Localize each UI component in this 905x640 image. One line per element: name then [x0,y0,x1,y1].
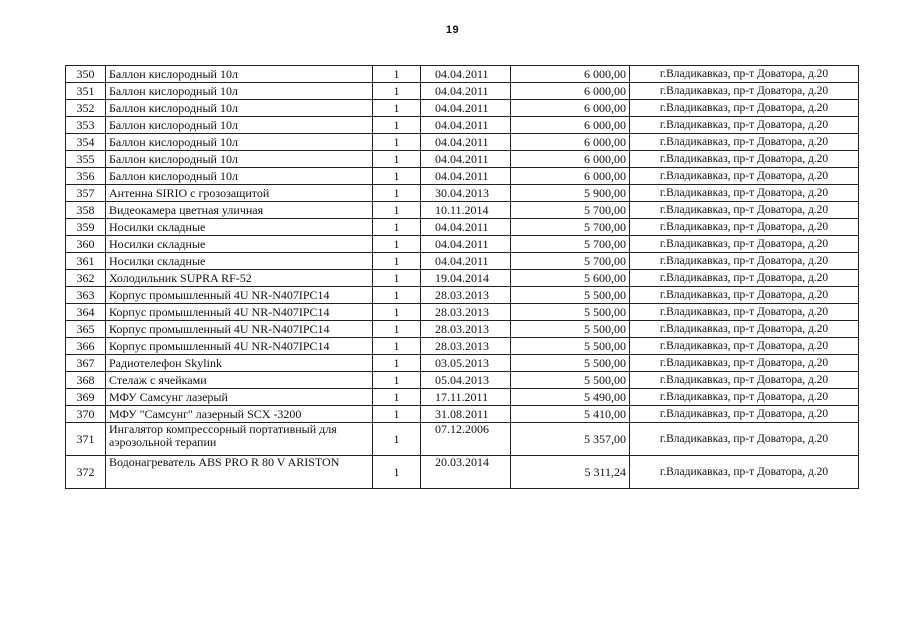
price-cell: 5 357,00 [511,423,630,456]
quantity-cell: 1 [373,134,421,151]
item-name-cell: Баллон кислородный 10л [106,100,373,117]
acquisition-date-cell: 04.04.2011 [421,66,511,83]
quantity-cell: 1 [373,66,421,83]
item-name-cell: Носилки складные [106,236,373,253]
item-name-cell: Холодильник SUPRA RF-52 [106,270,373,287]
table-row [66,423,859,456]
table-row [66,287,859,304]
item-name-cell: Радиотелефон Skylink [106,355,373,372]
quantity-cell: 1 [373,406,421,423]
address-cell: г.Владикавказ, пр-т Доватора, д.20 [630,389,859,406]
item-name-cell: МФУ Самсунг лазерый [106,389,373,406]
price-cell: 5 500,00 [511,355,630,372]
price-cell: 5 410,00 [511,406,630,423]
item-name-cell: Видеокамера цветная уличная [106,202,373,219]
table-row [66,456,859,489]
price-cell: 5 500,00 [511,372,630,389]
item-name-cell: Баллон кислородный 10л [106,66,373,83]
price-cell: 5 700,00 [511,253,630,270]
acquisition-date-cell: 28.03.2013 [421,338,511,355]
price-cell: 6 000,00 [511,168,630,185]
row-number-cell: 358 [66,202,106,219]
item-name-cell: Носилки складные [106,219,373,236]
table-row [66,389,859,406]
item-name-cell: МФУ "Самсунг" лазерный SCX -3200 [106,406,373,423]
table-row [66,219,859,236]
address-cell: г.Владикавказ, пр-т Доватора, д.20 [630,83,859,100]
acquisition-date-cell: 19.04.2014 [421,270,511,287]
price-cell: 5 700,00 [511,202,630,219]
price-cell: 6 000,00 [511,100,630,117]
row-number-cell: 365 [66,321,106,338]
address-cell: г.Владикавказ, пр-т Доватора, д.20 [630,338,859,355]
row-number-cell: 353 [66,117,106,134]
acquisition-date-cell: 03.05.2013 [421,355,511,372]
item-name-cell: Баллон кислородный 10л [106,83,373,100]
address-cell: г.Владикавказ, пр-т Доватора, д.20 [630,134,859,151]
price-cell: 5 500,00 [511,338,630,355]
row-number-cell: 361 [66,253,106,270]
table-row [66,66,859,83]
acquisition-date-cell: 04.04.2011 [421,236,511,253]
row-number-cell: 350 [66,66,106,83]
item-name-cell: Баллон кислородный 10л [106,117,373,134]
row-number-cell: 356 [66,168,106,185]
row-number-cell: 368 [66,372,106,389]
table-row [66,134,859,151]
acquisition-date-cell: 04.04.2011 [421,253,511,270]
address-cell: г.Владикавказ, пр-т Доватора, д.20 [630,423,859,456]
acquisition-date-cell: 28.03.2013 [421,287,511,304]
address-cell: г.Владикавказ, пр-т Доватора, д.20 [630,406,859,423]
table-row [66,185,859,202]
item-name-cell: Водонагреватель ABS PRO R 80 V ARISTON [106,456,373,489]
price-cell: 6 000,00 [511,66,630,83]
address-cell: г.Владикавказ, пр-т Доватора, д.20 [630,66,859,83]
price-cell: 5 490,00 [511,389,630,406]
address-cell: г.Владикавказ, пр-т Доватора, д.20 [630,456,859,489]
quantity-cell: 1 [373,185,421,202]
quantity-cell: 1 [373,151,421,168]
price-cell: 5 500,00 [511,304,630,321]
acquisition-date-cell: 04.04.2011 [421,117,511,134]
address-cell: г.Владикавказ, пр-т Доватора, д.20 [630,117,859,134]
price-cell: 6 000,00 [511,134,630,151]
acquisition-date-cell: 28.03.2013 [421,321,511,338]
acquisition-date-cell: 04.04.2011 [421,100,511,117]
item-name-cell: Антенна SIRIO с грозозащитой [106,185,373,202]
address-cell: г.Владикавказ, пр-т Доватора, д.20 [630,168,859,185]
acquisition-date-cell: 04.04.2011 [421,83,511,100]
table-row [66,83,859,100]
quantity-cell: 1 [373,117,421,134]
price-cell: 5 600,00 [511,270,630,287]
quantity-cell: 1 [373,202,421,219]
inventory-table [65,65,859,489]
table-row [66,406,859,423]
table-row [66,253,859,270]
item-name-cell: Стелаж с ячейками [106,372,373,389]
quantity-cell: 1 [373,321,421,338]
price-cell: 5 700,00 [511,236,630,253]
item-name-cell: Баллон кислородный 10л [106,134,373,151]
table-row [66,100,859,117]
item-name-cell: Носилки складные [106,253,373,270]
item-name-cell: Баллон кислородный 10л [106,151,373,168]
inventory-table-body [66,66,859,489]
acquisition-date-cell: 04.04.2011 [421,151,511,168]
row-number-cell: 351 [66,83,106,100]
quantity-cell: 1 [373,355,421,372]
table-row [66,236,859,253]
quantity-cell: 1 [373,100,421,117]
acquisition-date-cell: 31.08.2011 [421,406,511,423]
address-cell: г.Владикавказ, пр-т Доватора, д.20 [630,355,859,372]
row-number-cell: 355 [66,151,106,168]
address-cell: г.Владикавказ, пр-т Доватора, д.20 [630,372,859,389]
acquisition-date-cell: 04.04.2011 [421,134,511,151]
address-cell: г.Владикавказ, пр-т Доватора, д.20 [630,270,859,287]
quantity-cell: 1 [373,168,421,185]
row-number-cell: 366 [66,338,106,355]
table-row [66,372,859,389]
quantity-cell: 1 [373,219,421,236]
acquisition-date-cell: 17.11.2011 [421,389,511,406]
row-number-cell: 352 [66,100,106,117]
address-cell: г.Владикавказ, пр-т Доватора, д.20 [630,253,859,270]
row-number-cell: 362 [66,270,106,287]
acquisition-date-cell: 05.04.2013 [421,372,511,389]
price-cell: 5 500,00 [511,287,630,304]
quantity-cell: 1 [373,304,421,321]
address-cell: г.Владикавказ, пр-т Доватора, д.20 [630,100,859,117]
address-cell: г.Владикавказ, пр-т Доватора, д.20 [630,185,859,202]
row-number-cell: 371 [66,423,106,456]
quantity-cell: 1 [373,389,421,406]
item-name-cell: Корпус промышленный 4U NR-N407IPC14 [106,321,373,338]
price-cell: 5 700,00 [511,219,630,236]
table-row [66,270,859,287]
table-row [66,117,859,134]
item-name-cell: Баллон кислородный 10л [106,168,373,185]
price-cell: 6 000,00 [511,151,630,168]
table-row [66,304,859,321]
row-number-cell: 367 [66,355,106,372]
item-name-cell: Корпус промышленный 4U NR-N407IPC14 [106,287,373,304]
quantity-cell: 1 [373,338,421,355]
acquisition-date-cell: 20.03.2014 [421,456,511,489]
table-row [66,321,859,338]
item-name-cell: Ингалятор компрессорный портативный для аэрозольной терапии [106,423,373,456]
acquisition-date-cell: 07.12.2006 [421,423,511,456]
table-row [66,338,859,355]
acquisition-date-cell: 04.04.2011 [421,219,511,236]
address-cell: г.Владикавказ, пр-т Доватора, д.20 [630,236,859,253]
row-number-cell: 357 [66,185,106,202]
table-row [66,151,859,168]
row-number-cell: 354 [66,134,106,151]
item-name-cell: Корпус промышленный 4U NR-N407IPC14 [106,338,373,355]
price-cell: 5 900,00 [511,185,630,202]
row-number-cell: 360 [66,236,106,253]
row-number-cell: 359 [66,219,106,236]
quantity-cell: 1 [373,372,421,389]
address-cell: г.Владикавказ, пр-т Доватора, д.20 [630,202,859,219]
table-row [66,202,859,219]
quantity-cell: 1 [373,270,421,287]
quantity-cell: 1 [373,236,421,253]
acquisition-date-cell: 30.04.2013 [421,185,511,202]
table-row [66,355,859,372]
quantity-cell: 1 [373,423,421,456]
item-name-cell: Корпус промышленный 4U NR-N407IPC14 [106,304,373,321]
row-number-cell: 369 [66,389,106,406]
row-number-cell: 363 [66,287,106,304]
address-cell: г.Владикавказ, пр-т Доватора, д.20 [630,219,859,236]
address-cell: г.Владикавказ, пр-т Доватора, д.20 [630,287,859,304]
table-row [66,168,859,185]
acquisition-date-cell: 28.03.2013 [421,304,511,321]
price-cell: 6 000,00 [511,83,630,100]
quantity-cell: 1 [373,83,421,100]
page-number: 19 [445,24,460,36]
price-cell: 5 500,00 [511,321,630,338]
row-number-cell: 372 [66,456,106,489]
acquisition-date-cell: 04.04.2011 [421,168,511,185]
address-cell: г.Владикавказ, пр-т Доватора, д.20 [630,304,859,321]
price-cell: 6 000,00 [511,117,630,134]
quantity-cell: 1 [373,253,421,270]
address-cell: г.Владикавказ, пр-т Доватора, д.20 [630,321,859,338]
acquisition-date-cell: 10.11.2014 [421,202,511,219]
quantity-cell: 1 [373,287,421,304]
row-number-cell: 370 [66,406,106,423]
quantity-cell: 1 [373,456,421,489]
price-cell: 5 311,24 [511,456,630,489]
row-number-cell: 364 [66,304,106,321]
address-cell: г.Владикавказ, пр-т Доватора, д.20 [630,151,859,168]
